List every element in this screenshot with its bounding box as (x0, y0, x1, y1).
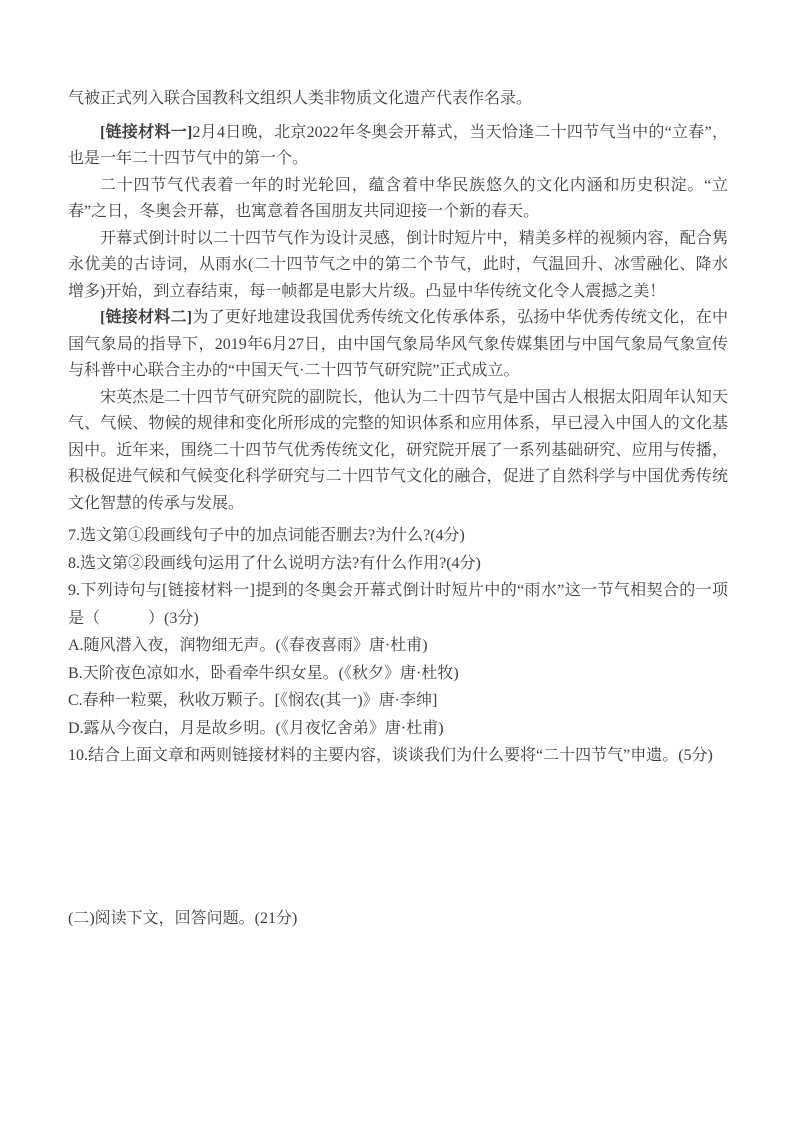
section-2-heading: (二)阅读下文，回答问题。(21分) (68, 909, 298, 927)
paragraph-song-yingjie: 宋英杰是二十四节气研究院的副院长，他认为二十四节气是中国古人根据太阳周年认知天气、气候、物候的规律和变化所形成的完整的知识体系和应用体系，早已浸入中国人的文化基因中。近年来，围绕二十四节气优秀传统文化，研究院开展了一系列基础研究、应用与传播，积极促进气候和气候变化科学研究与二十四节气文化的融合，促进了自然科学与中国优秀传统文化智慧的传承与发展。 (68, 388, 728, 512)
paragraph-link-material-2 (68, 305, 728, 385)
material-2-label: [链接材料二] (100, 309, 193, 326)
question-9-option-b: B.天阶夜色凉如水，卧看牵牛织女星。(《秋夕》唐·杜牧) (68, 664, 459, 682)
questions-section (68, 522, 728, 770)
continuation-line: 气被正式列入联合国教科文组织人类非物质文化遗产代表作名录。 (68, 90, 533, 107)
question-10: 10.结合上面文章和两则链接材料的主要内容，谈谈我们为什么要将“二十四节气”申遗。(5分) (68, 747, 713, 764)
paragraph-solar-terms-meaning: 二十四节气代表着一年的时光轮回，蕴含着中华民族悠久的文化内涵和历史积淀。“立春”之日，冬奥会开幕，也寓意着各国朋友共同迎接一个新的春天。 (68, 176, 728, 220)
material-2-text: 为了更好地建设我国优秀传统文化传承体系，弘扬中华优秀传统文化，在中国气象局的指导下，2019年6月27日，由中国气象局华风气象传媒集团与中国气象局气象宣传与科普中心联合主办的“中国天气·二十四节气研究院”正式成立。 (68, 309, 728, 379)
question-9-option-d: D.露从今夜白，月是故乡明。(《月夜忆舍弟》唐·杜甫) (68, 719, 444, 737)
question-9-option-c: C.春种一粒粟，秋收万颗子。[《悯农(其一)》唐·李绅] (68, 692, 438, 709)
question-7: 7.选文第①段画线句子中的加点词能否删去?为什么?(4分) (68, 527, 465, 544)
question-9-text: 9.下列诗句与[链接材料一]提到的冬奥会开幕式倒计时短片中的“雨水”这一节气相契合的一项是 (68, 582, 728, 627)
material-1-text: 2月4日晚，北京2022年冬奥会开幕式，当天恰逢二十四节气当中的“立春”，也是一年二十四节气中的第一个。 (68, 123, 728, 167)
material-1-label: [链接材料一] (100, 123, 193, 141)
question-9 (68, 577, 728, 632)
question-8: 8.选文第②段画线句运用了什么说明方法?有什么作用?(4分) (68, 554, 481, 572)
question-9-option-a: A.随风潜入夜，润物细无声。(《春夜喜雨》唐·杜甫) (68, 637, 428, 654)
document-content (68, 86, 728, 932)
paragraph-countdown-design: 开幕式倒计时以二十四节气作为设计灵感，倒计时短片中，精美多样的视频内容，配合隽永优美的古诗词，从雨水(二十四节气之中的第二个节气，此时，气温回升、冰雪融化、降水增多)开始，到立春结束，每一帧都是电影大片级。凸显中华传统文化令人震撼之美！ (68, 229, 728, 300)
question-9-answer-blank: （ ）(3分) (84, 609, 199, 627)
paragraph-link-material-1 (68, 120, 728, 173)
